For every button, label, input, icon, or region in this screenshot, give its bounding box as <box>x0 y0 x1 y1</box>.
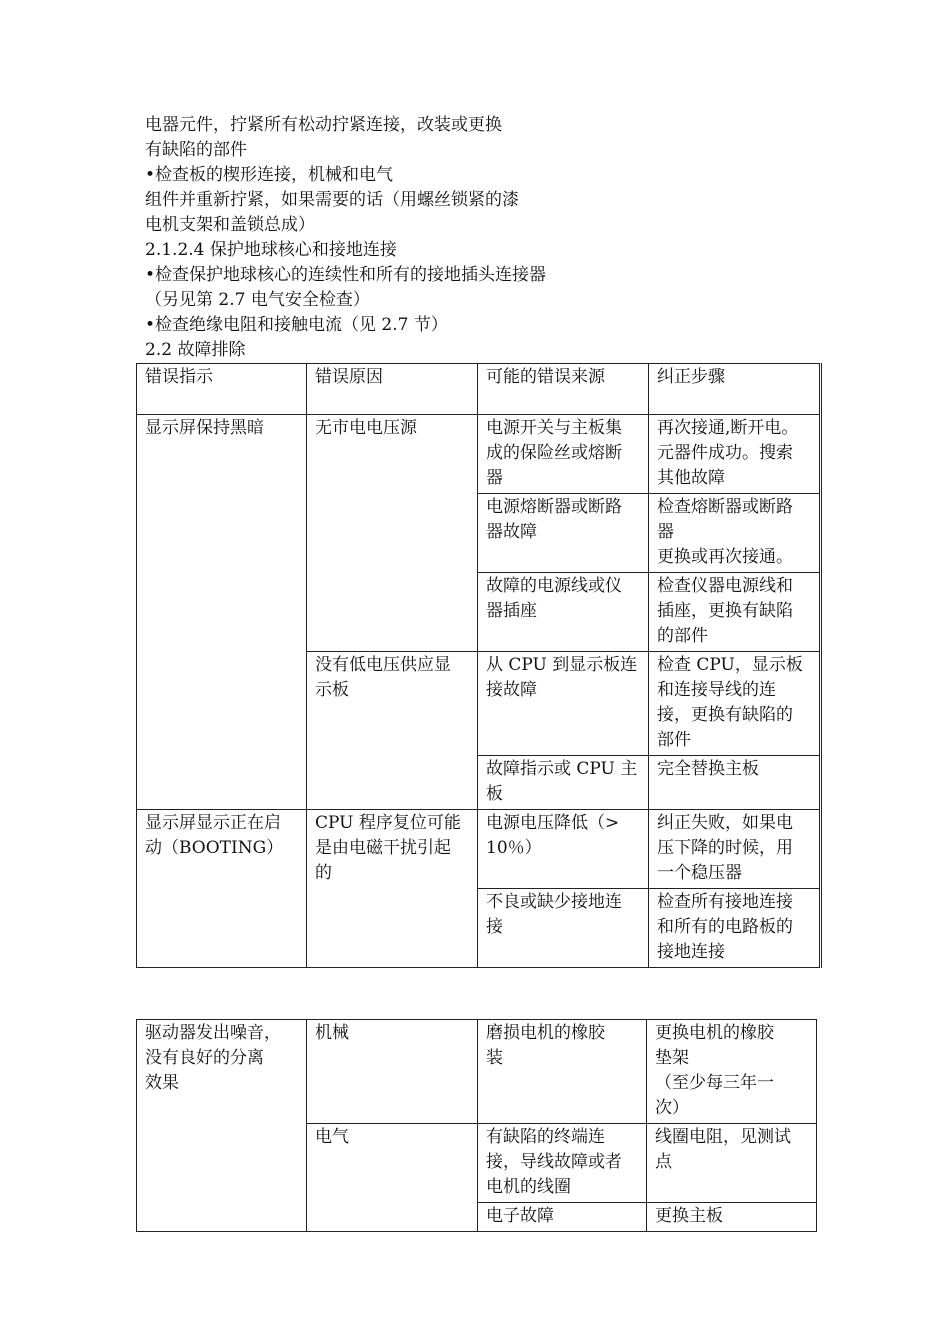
intro-line: •检查保护地球核心的连续性和所有的接地插头连接器 <box>145 265 547 285</box>
intro-line: 电器元件，拧紧所有松动拧紧连接，改装或更换 <box>145 115 502 135</box>
intro-text <box>145 113 845 363</box>
source-cell: 电子故障 <box>486 1206 554 1226</box>
indication-cell: 驱动器发出噪音， 没有良好的分离 效果 <box>145 1023 281 1093</box>
intro-line: •检查板的楔形连接，机械和电气 <box>145 165 394 185</box>
fix-cell: 更换主板 <box>655 1206 723 1226</box>
header-cell: 可能的错误来源 <box>486 367 605 387</box>
cause-cell: 无市电电压源 <box>315 418 417 438</box>
cause-cell: 电气 <box>315 1127 349 1147</box>
source-cell: 从 CPU 到显示板连 接故障 <box>486 655 638 700</box>
fix-cell: 纠正失败，如果电 压下降的时候，用 一个稳压器 <box>657 813 793 883</box>
cause-cell: CPU 程序复位可能 是由电磁干扰引起 的 <box>315 813 461 883</box>
fix-cell: 更换电机的橡胶 垫架 （至少每三年一 次） <box>655 1023 774 1118</box>
source-cell: 电源熔断器或断路 器故障 <box>486 497 622 542</box>
troubleshooting-table-continued <box>136 1019 817 1232</box>
header-cell: 纠正步骤 <box>657 367 725 387</box>
section-heading: 2.1.2.4 保护地球核心和接地连接 <box>145 240 397 260</box>
fix-cell: 检查熔断器或断路 器 更换或再次接通。 <box>657 497 793 567</box>
header-cell: 错误指示 <box>145 367 213 387</box>
indication-cell: 显示屏显示正在启 动（BOOTING） <box>145 813 284 858</box>
table-header-row <box>137 364 821 415</box>
intro-line: 组件并重新拧紧，如果需要的话（用螺丝锁紧的漆 <box>145 190 519 210</box>
troubleshooting-table <box>136 363 822 968</box>
table-row <box>137 1020 817 1124</box>
source-cell: 有缺陷的终端连 接，导线故障或者 电机的线圈 <box>486 1127 622 1197</box>
source-cell: 磨损电机的橡胶 装 <box>486 1023 605 1068</box>
fix-cell: 检查所有接地连接 和所有的电路板的 接地连接 <box>657 892 793 962</box>
table-row <box>137 810 821 889</box>
cause-cell: 没有低电压供应显 示板 <box>315 655 451 700</box>
intro-line: 有缺陷的部件 <box>145 140 247 160</box>
cause-cell: 机械 <box>315 1023 349 1043</box>
source-cell: 电源开关与主板集 成的保险丝或熔断 器 <box>486 418 622 488</box>
fix-cell: 检查 CPU，显示板 和连接导线的连 接，更换有缺陷的 部件 <box>657 655 803 750</box>
source-cell: 故障指示或 CPU 主 板 <box>486 759 638 804</box>
source-cell: 故障的电源线或仪 器插座 <box>486 576 622 621</box>
header-cell: 错误原因 <box>315 367 383 387</box>
source-cell: 不良或缺少接地连 接 <box>486 892 622 937</box>
fix-cell: 完全替换主板 <box>657 759 759 779</box>
fix-cell: 检查仪器电源线和 插座，更换有缺陷 的部件 <box>657 576 793 646</box>
table-row <box>137 415 821 494</box>
section-heading: 2.2 故障排除 <box>145 340 246 360</box>
intro-line: •检查绝缘电阻和接触电流（见 2.7 节） <box>145 315 448 335</box>
fix-cell: 线圈电阻，见测试 点 <box>655 1127 791 1172</box>
intro-line: 电机支架和盖锁总成） <box>145 215 315 235</box>
source-cell: 电源电压降低（> 10％） <box>486 813 620 858</box>
indication-cell: 显示屏保持黑暗 <box>145 418 264 438</box>
fix-cell: 再次接通,断开电。 元器件成功。搜索 其他故障 <box>657 418 799 488</box>
intro-line: （另见第 2.7 电气安全检查） <box>145 290 370 310</box>
